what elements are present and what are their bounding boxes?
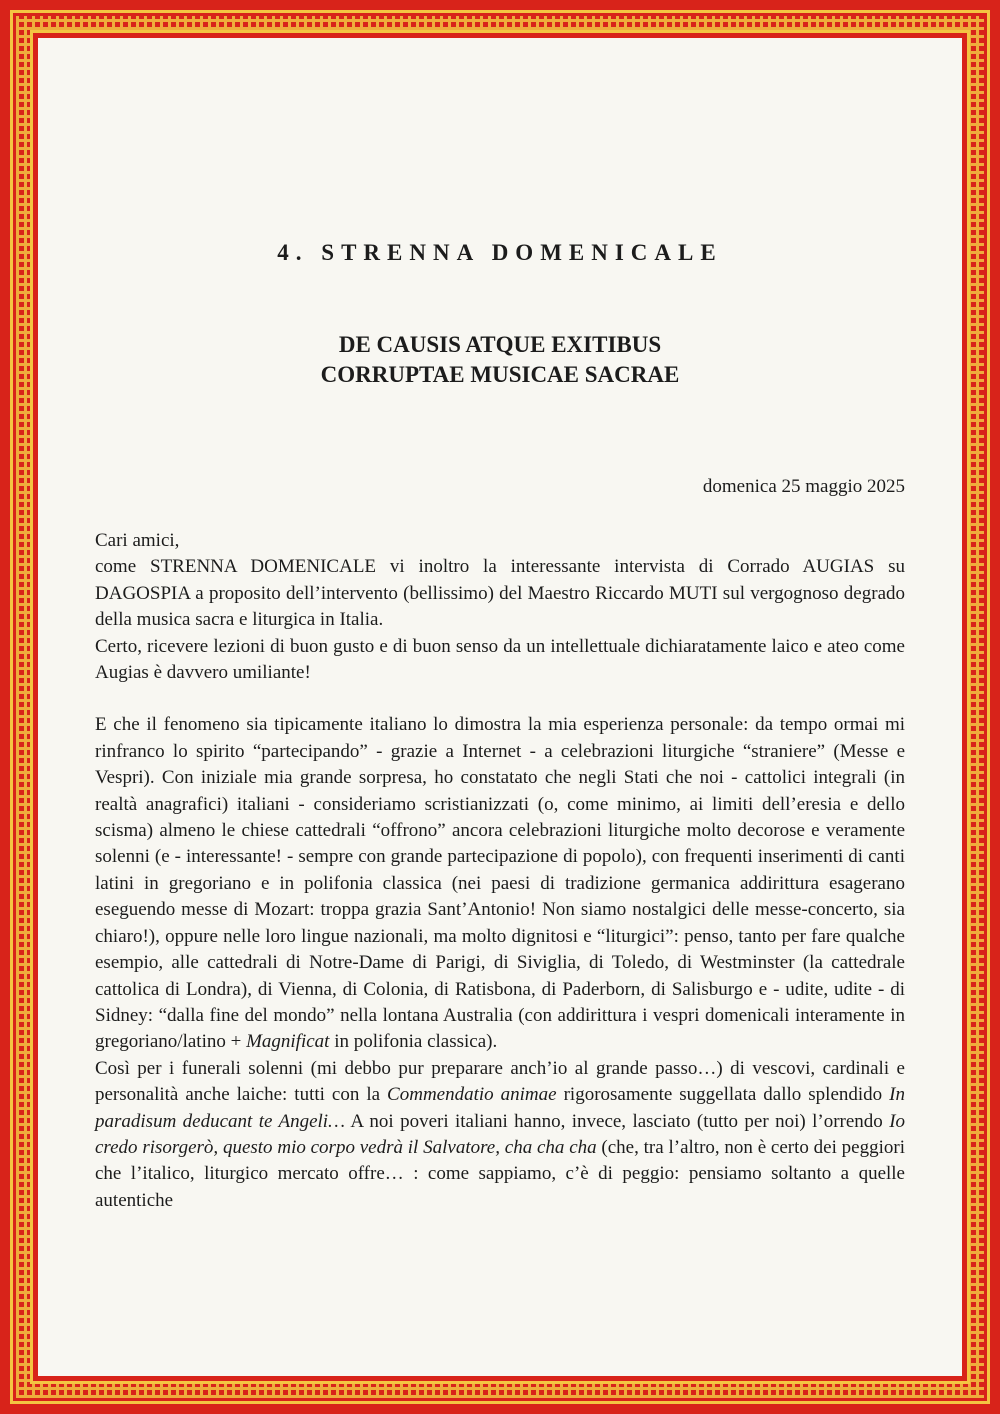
paragraph-3-text-b: in polifonia classica). bbox=[329, 1031, 498, 1053]
document-body bbox=[95, 528, 905, 1214]
paragraph-3 bbox=[95, 712, 905, 1055]
paragraph-3-italic: Magnificat bbox=[246, 1031, 330, 1053]
subtitle-line-2: CORRUPTAE MUSICAE SACRAE bbox=[320, 362, 680, 387]
document-heading: 4. STRENNA DOMENICALE bbox=[277, 240, 723, 265]
paragraph-3-text-a: E che il fenomeno sia tipicamente italiano lo dimostra la mia esperienza personale: da tempo ormai mi rinfranco lo spirito “partecipando” - grazie a Internet - a celebrazioni liturgiche “straniere” (Messe e Vespri). Con iniziale mia grande sorpresa, ho constatato che negli Stati che noi - cattolici integrali (in realtà anagrafici) italiani - consideriamo scristianizzati (o, come minimo, ai limiti dell’eresia e dello scisma) almeno le chiese cattedrali “offrono” ancora celebrazioni liturgiche molto decorose e veramente solenni (e - interessante! - sempre con grande partecipazione di popolo), con frequenti inserimenti di canti latini in gregoriano e in polifonia classica (nei paesi di tradizione germanica addirittura esagerano eseguendo messe di Mozart: troppa grazia Sant’Antonio! Non siamo nostalgici delle messe-concerto, sia chiaro!), oppure nelle loro lingue nazionali, ma molto dignitosi e “liturgici”: penso, tanto per fare qualche esempio, alle cattedrali di Notre-Dame di Parigi, di Siviglia, di Toledo, di Westminster (la cattedrale cattolica di Londra), di Vienna, di Colonia, di Ratisbona, di Paderborn, di Salisburgo e - udite, udite - di Sidney: “dalla fine del mondo” nella lontana Australia (con addirittura i vespri domenicali interamente in gregoriano/latino + bbox=[95, 714, 905, 1053]
document-subtitle bbox=[0, 330, 1000, 390]
paragraph-4-text-a: Così per i funerali solenni (mi debbo pur preparare anch’io al grande passo…) di vescovi, cardinali e personalità anche laiche: tutti con la bbox=[95, 1057, 905, 1106]
paragraph-2: Certo, ricevere lezioni di buon gusto e di buon senso da un intellettuale dichiaratamente laico e ateo come Augias è davvero umiliante! bbox=[95, 635, 905, 684]
paragraph-4-italic-2: In paradisum deducant te Angeli… bbox=[95, 1084, 905, 1132]
paragraph-1: come STRENNA DOMENICALE vi inoltro la interessante intervista di Corrado AUGIAS su DAGOSPIA a proposito dell’intervento (bellissimo) del Maestro Riccardo MUTI sul vergognoso degrado della musica sacra e liturgica in Italia. bbox=[95, 556, 905, 631]
paragraph-4-text-d: (che, tra l’altro, non è certo dei peggiori che l’italico, liturgico mercato offre… : come sappiamo, c’è di peggio: pensiamo soltanto a quelle autentiche bbox=[95, 1136, 905, 1211]
subtitle-line-1: DE CAUSIS ATQUE EXITIBUS bbox=[338, 332, 662, 357]
greeting: Cari amici, bbox=[95, 530, 180, 551]
paragraph-4-text-c: A noi poveri italiani hanno, invece, lasciato (tutto per noi) l’orrendo bbox=[344, 1110, 890, 1132]
paragraph-4-text-b: rigorosamente suggellata dallo splendido bbox=[556, 1084, 890, 1106]
paragraph-4-italic-3: Io credo risorgerò, questo mio corpo vedrà il Salvatore, cha cha cha bbox=[95, 1110, 906, 1158]
document-date: domenica 25 maggio 2025 bbox=[702, 476, 905, 497]
paragraph-4-italic-1: Commendatio animae bbox=[387, 1084, 557, 1106]
paragraph-4 bbox=[95, 1056, 905, 1214]
